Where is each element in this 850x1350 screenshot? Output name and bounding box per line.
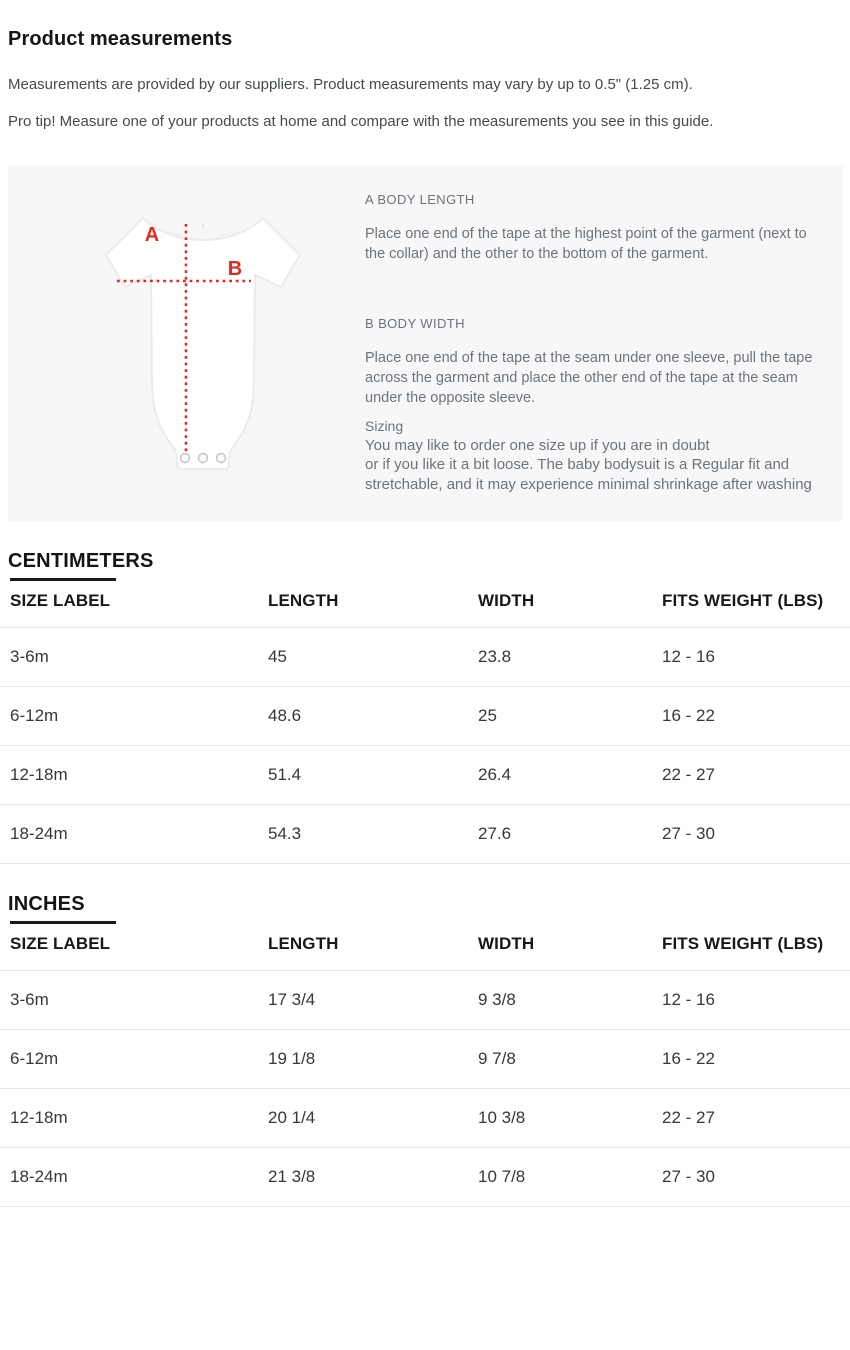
width-cell: 25 xyxy=(468,686,652,745)
sizing-heading: Sizing xyxy=(365,417,404,434)
weight-cell: 22 - 27 xyxy=(652,745,850,804)
centimeters-heading-underline xyxy=(10,578,116,581)
column-header-fits-weight: FITS WEIGHT (LBS) xyxy=(652,926,850,971)
weight-cell: 27 - 30 xyxy=(652,804,850,863)
body-length-description: Place one end of the tape at the highest point of the garment (next to the collar) and the other to the bottom of the garment. xyxy=(365,225,807,262)
snap-buttons xyxy=(181,453,226,462)
size-table-inches xyxy=(0,926,850,1207)
length-cell: 48.6 xyxy=(258,686,468,745)
column-header-size-label: SIZE LABEL xyxy=(0,926,258,971)
width-cell: 27.6 xyxy=(468,804,652,863)
weight-cell: 27 - 30 xyxy=(652,1147,850,1206)
centimeters-heading: CENTIMETERS xyxy=(8,549,154,572)
bodysuit-outline xyxy=(106,218,300,469)
sizing-line-1: You may like to order one size up if you are in doubt xyxy=(365,436,710,454)
size-label-cell: 3-6m xyxy=(0,627,258,686)
column-header-length: LENGTH xyxy=(258,583,468,628)
column-header-width: WIDTH xyxy=(468,926,652,971)
size-label-cell: 6-12m xyxy=(0,1029,258,1088)
table-row xyxy=(0,686,850,745)
marker-a-label: A xyxy=(144,223,160,246)
size-table-centimeters xyxy=(0,583,850,864)
column-header-fits-weight: FITS WEIGHT (LBS) xyxy=(652,583,850,628)
length-cell: 19 1/8 xyxy=(258,1029,468,1088)
weight-cell: 16 - 22 xyxy=(652,686,850,745)
supplier-measurements-note: Measurements are provided by our suppliers. Product measurements may vary by up to 0.5" (1.25 cm). xyxy=(8,76,693,93)
table-row xyxy=(0,970,850,1029)
inches-heading: INCHES xyxy=(8,892,85,915)
size-label-cell: 18-24m xyxy=(0,804,258,863)
column-header-width: WIDTH xyxy=(468,583,652,628)
length-cell: 51.4 xyxy=(258,745,468,804)
width-cell: 10 3/8 xyxy=(468,1088,652,1147)
marker-b-label: B xyxy=(227,257,243,280)
page-title: Product measurements xyxy=(8,28,233,50)
table-row xyxy=(0,1147,850,1206)
inches-heading-underline xyxy=(10,921,116,924)
length-cell: 20 1/4 xyxy=(258,1088,468,1147)
guide-instructions xyxy=(365,166,823,495)
weight-cell: 12 - 16 xyxy=(652,627,850,686)
size-label-cell: 12-18m xyxy=(0,1088,258,1147)
body-width-heading: B BODY WIDTH xyxy=(365,315,465,331)
length-cell: 17 3/4 xyxy=(258,970,468,1029)
sizing-description xyxy=(365,436,815,495)
table-row xyxy=(0,1088,850,1147)
width-cell: 23.8 xyxy=(468,627,652,686)
width-cell: 26.4 xyxy=(468,745,652,804)
length-cell: 21 3/8 xyxy=(258,1147,468,1206)
table-row xyxy=(0,745,850,804)
weight-cell: 22 - 27 xyxy=(652,1088,850,1147)
pro-tip-note: Pro tip! Measure one of your products at home and compare with the measurements you see in this guide. xyxy=(8,113,714,131)
size-label-cell: 12-18m xyxy=(0,745,258,804)
width-cell: 9 3/8 xyxy=(468,970,652,1029)
column-header-size-label: SIZE LABEL xyxy=(0,583,258,628)
table-row xyxy=(0,1029,850,1088)
measurement-guide-panel xyxy=(8,166,843,521)
bodysuit-diagram xyxy=(98,208,308,478)
table-header-row xyxy=(0,926,850,971)
width-cell: 9 7/8 xyxy=(468,1029,652,1088)
table-row xyxy=(0,804,850,863)
sizing-line-2: or if you like it a bit loose. The baby bodysuit is a Regular fit and stretchable, and it may experience minimal shrinkage after washing xyxy=(365,456,812,493)
length-cell: 54.3 xyxy=(258,804,468,863)
column-header-length: LENGTH xyxy=(258,926,468,971)
weight-cell: 12 - 16 xyxy=(652,970,850,1029)
table-row xyxy=(0,627,850,686)
size-label-cell: 6-12m xyxy=(0,686,258,745)
width-cell: 10 7/8 xyxy=(468,1147,652,1206)
table-header-row xyxy=(0,583,850,628)
body-length-heading: A BODY LENGTH xyxy=(365,191,475,207)
size-label-cell: 3-6m xyxy=(0,970,258,1029)
size-label-cell: 18-24m xyxy=(0,1147,258,1206)
weight-cell: 16 - 22 xyxy=(652,1029,850,1088)
length-cell: 45 xyxy=(258,627,468,686)
body-width-description: Place one end of the tape at the seam under one sleeve, pull the tape across the garment and place the other end of the tape at the seam under the opposite sleeve. xyxy=(365,349,813,406)
